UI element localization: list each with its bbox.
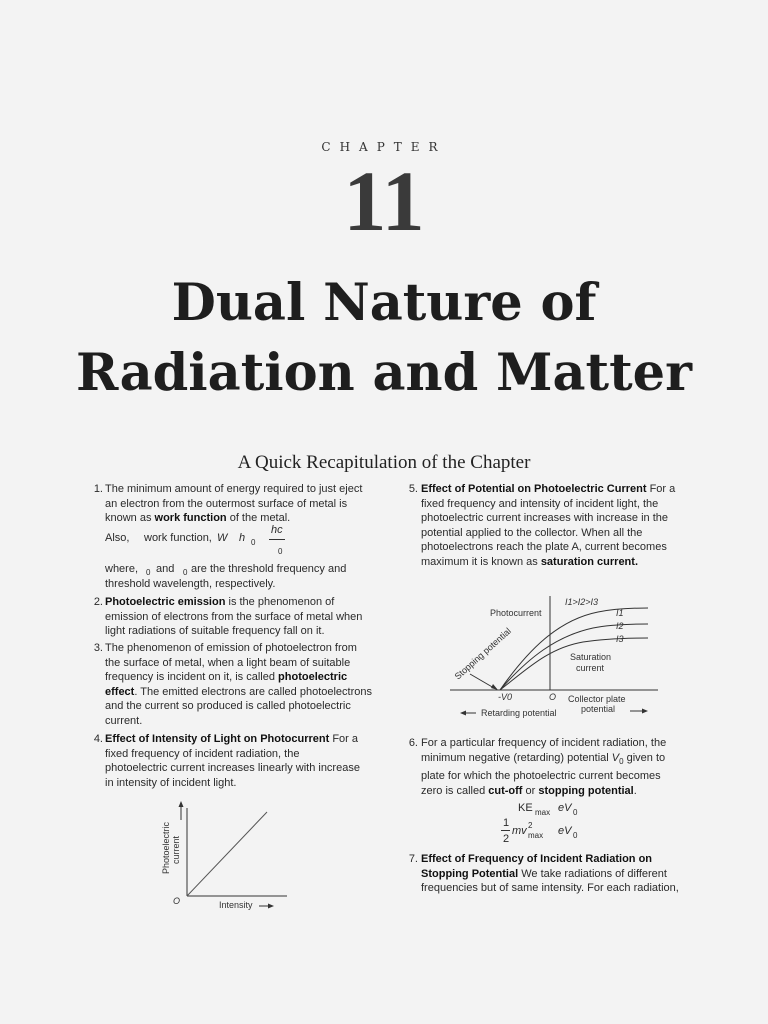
equation-ke: KE max eV 0	[518, 802, 578, 817]
point-7	[398, 852, 698, 896]
text-line: Effect of Potential on Photoelectric Current For a	[421, 483, 676, 495]
curve-label-i1: I1	[616, 608, 624, 618]
equation-kinetic: 1 2 mv 2 max eV 0	[503, 817, 578, 845]
term-intensity-effect: Effect of Intensity of Light on Photocurrent	[105, 733, 330, 745]
text-line: potential applied to the collector. When all the	[421, 526, 643, 539]
v0-label: -V0	[498, 692, 513, 702]
curve-i3	[500, 638, 648, 690]
fraction-bar	[501, 830, 510, 831]
origin-label: O	[173, 896, 181, 906]
stopping-potential-label: Stopping potential	[452, 625, 513, 682]
text-line: light radiations of suitable frequency fall on it.	[105, 625, 325, 638]
chapter-title-line2: Radiation and Matter	[76, 343, 692, 403]
text-line: Photoelectric emission is the phenomenon of	[105, 596, 335, 608]
point-1-continued: where, 0 and 0 are the threshold frequency and threshold wavelength, respectively.	[105, 562, 395, 591]
intensity-graph	[155, 800, 290, 915]
term-cut-off: cut-off	[488, 784, 523, 797]
text-line: in intensity of incident light.	[105, 776, 237, 789]
saturation-label-line1: Saturation	[570, 652, 612, 662]
x-arrow-head	[268, 904, 274, 909]
collector-arrow-head	[642, 709, 648, 714]
text-line: photoelectric current increases linearly with increase	[105, 762, 360, 775]
term-work-function: work function	[154, 512, 227, 525]
fraction-bar	[269, 539, 285, 540]
text-line: The minimum amount of energy required to just eject	[105, 483, 363, 495]
text-line: The phenomenon of emission of photoelectron from	[105, 642, 357, 654]
chapter-label: CHAPTER	[321, 140, 447, 154]
text-line: the surface of metal, when a light beam of suitable	[105, 656, 351, 669]
text-line: threshold wavelength, respectively.	[105, 577, 276, 590]
term-photoelectric: photoelectric	[278, 671, 348, 684]
point-2	[83, 595, 383, 639]
point-5	[398, 482, 698, 570]
chapter-title-line1: Dual Nature of	[171, 273, 597, 333]
text-line: photoelectric current increases with increase in the	[421, 512, 669, 525]
text-line: fixed frequency of incident radiation, the	[105, 747, 300, 760]
term-frequency-effect: Effect of Frequency of Incident Radiation on	[421, 853, 653, 865]
point-number: 7.	[408, 853, 418, 865]
text-line	[421, 852, 698, 867]
collector-label-line1: Collector plate	[568, 694, 626, 704]
text-line: fixed frequency and intensity of incident light, the	[421, 497, 659, 510]
text-line: and the current so produced is called photoelectric	[105, 700, 351, 713]
text-line: minimum negative (retarding) potential $V_0$ given to	[421, 751, 666, 766]
point-number: 5.	[408, 483, 418, 495]
curve-i1	[500, 608, 648, 690]
retarding-label: Retarding potential	[481, 708, 557, 718]
term-saturation-current: saturation current.	[540, 555, 638, 568]
text-line: effect. The emitted electrons are called photoelectrons	[105, 685, 372, 698]
text-line: zero is called cut-off or stopping potential.	[421, 784, 637, 797]
text-line: known as work function of the metal.	[105, 512, 291, 525]
linear-plot-line	[187, 812, 267, 896]
text-line: frequencies but of same intensity. For each radiation,	[421, 882, 679, 895]
x-axis-label: Intensity	[219, 900, 253, 910]
term-potential-effect: Effect of Potential on Photoelectric Current	[421, 483, 647, 495]
term-photoelectric-emission: Photoelectric emission	[105, 596, 226, 608]
y-arrow-head	[179, 801, 184, 807]
y-axis-label-line2: current	[171, 835, 181, 864]
point-number: 6.	[408, 737, 418, 749]
point-number: 4.	[93, 733, 103, 745]
point-3	[83, 641, 383, 729]
origin-label: O	[549, 692, 557, 702]
potential-graph	[448, 590, 670, 722]
retarding-arrow-head	[460, 711, 466, 716]
chapter-title	[0, 268, 768, 408]
term-effect: effect	[105, 685, 135, 698]
text-line: plate for which the photoelectric current becomes	[421, 770, 661, 783]
chapter-number: 11	[343, 153, 425, 249]
stopping-arrow-head	[491, 684, 498, 690]
text-line: emission of electrons from the surface of metal when	[105, 610, 363, 623]
point-number: 2.	[93, 596, 103, 608]
point-6	[398, 736, 698, 799]
point-number: 3.	[93, 642, 103, 654]
saturation-label-line2: current	[576, 663, 605, 673]
text-line: For a particular frequency of incident radiation, the	[421, 737, 667, 749]
text-line: frequency is incident on it, is called photoelectric	[105, 671, 348, 684]
work-function-formula: Also, work function, W h 0 hc 0	[105, 531, 395, 561]
point-1	[83, 482, 383, 526]
text-line: photoelectrons reach the plate A, current becomes	[421, 541, 667, 554]
curve-label-i3: I3	[616, 634, 624, 644]
term-stopping-potential: stopping potential	[538, 784, 634, 797]
text-line: current.	[105, 714, 143, 727]
term-stopping-potential-heading: Stopping Potential	[421, 867, 519, 880]
collector-label-line2: potential	[581, 704, 616, 714]
text-line: Stopping Potential We take radiations of different	[421, 867, 667, 880]
curve-label-i2: I2	[616, 621, 624, 631]
stopping-arrow	[470, 674, 494, 688]
text-line: an electron from the outermost surface of metal is	[105, 497, 348, 510]
point-4	[83, 732, 383, 790]
section-subtitle: A Quick Recapitulation of the Chapter	[237, 452, 531, 473]
text-line: Effect of Intensity of Light on Photocurrent For a	[105, 733, 358, 745]
y-axis-label-line1: Photoelectric	[161, 821, 171, 874]
point-number: 1.	[93, 483, 103, 495]
photocurrent-label: Photocurrent	[490, 608, 542, 618]
text-line: maximum it is known as saturation current.	[421, 555, 638, 568]
intensity-relation: I1>I2>I3	[565, 597, 599, 607]
